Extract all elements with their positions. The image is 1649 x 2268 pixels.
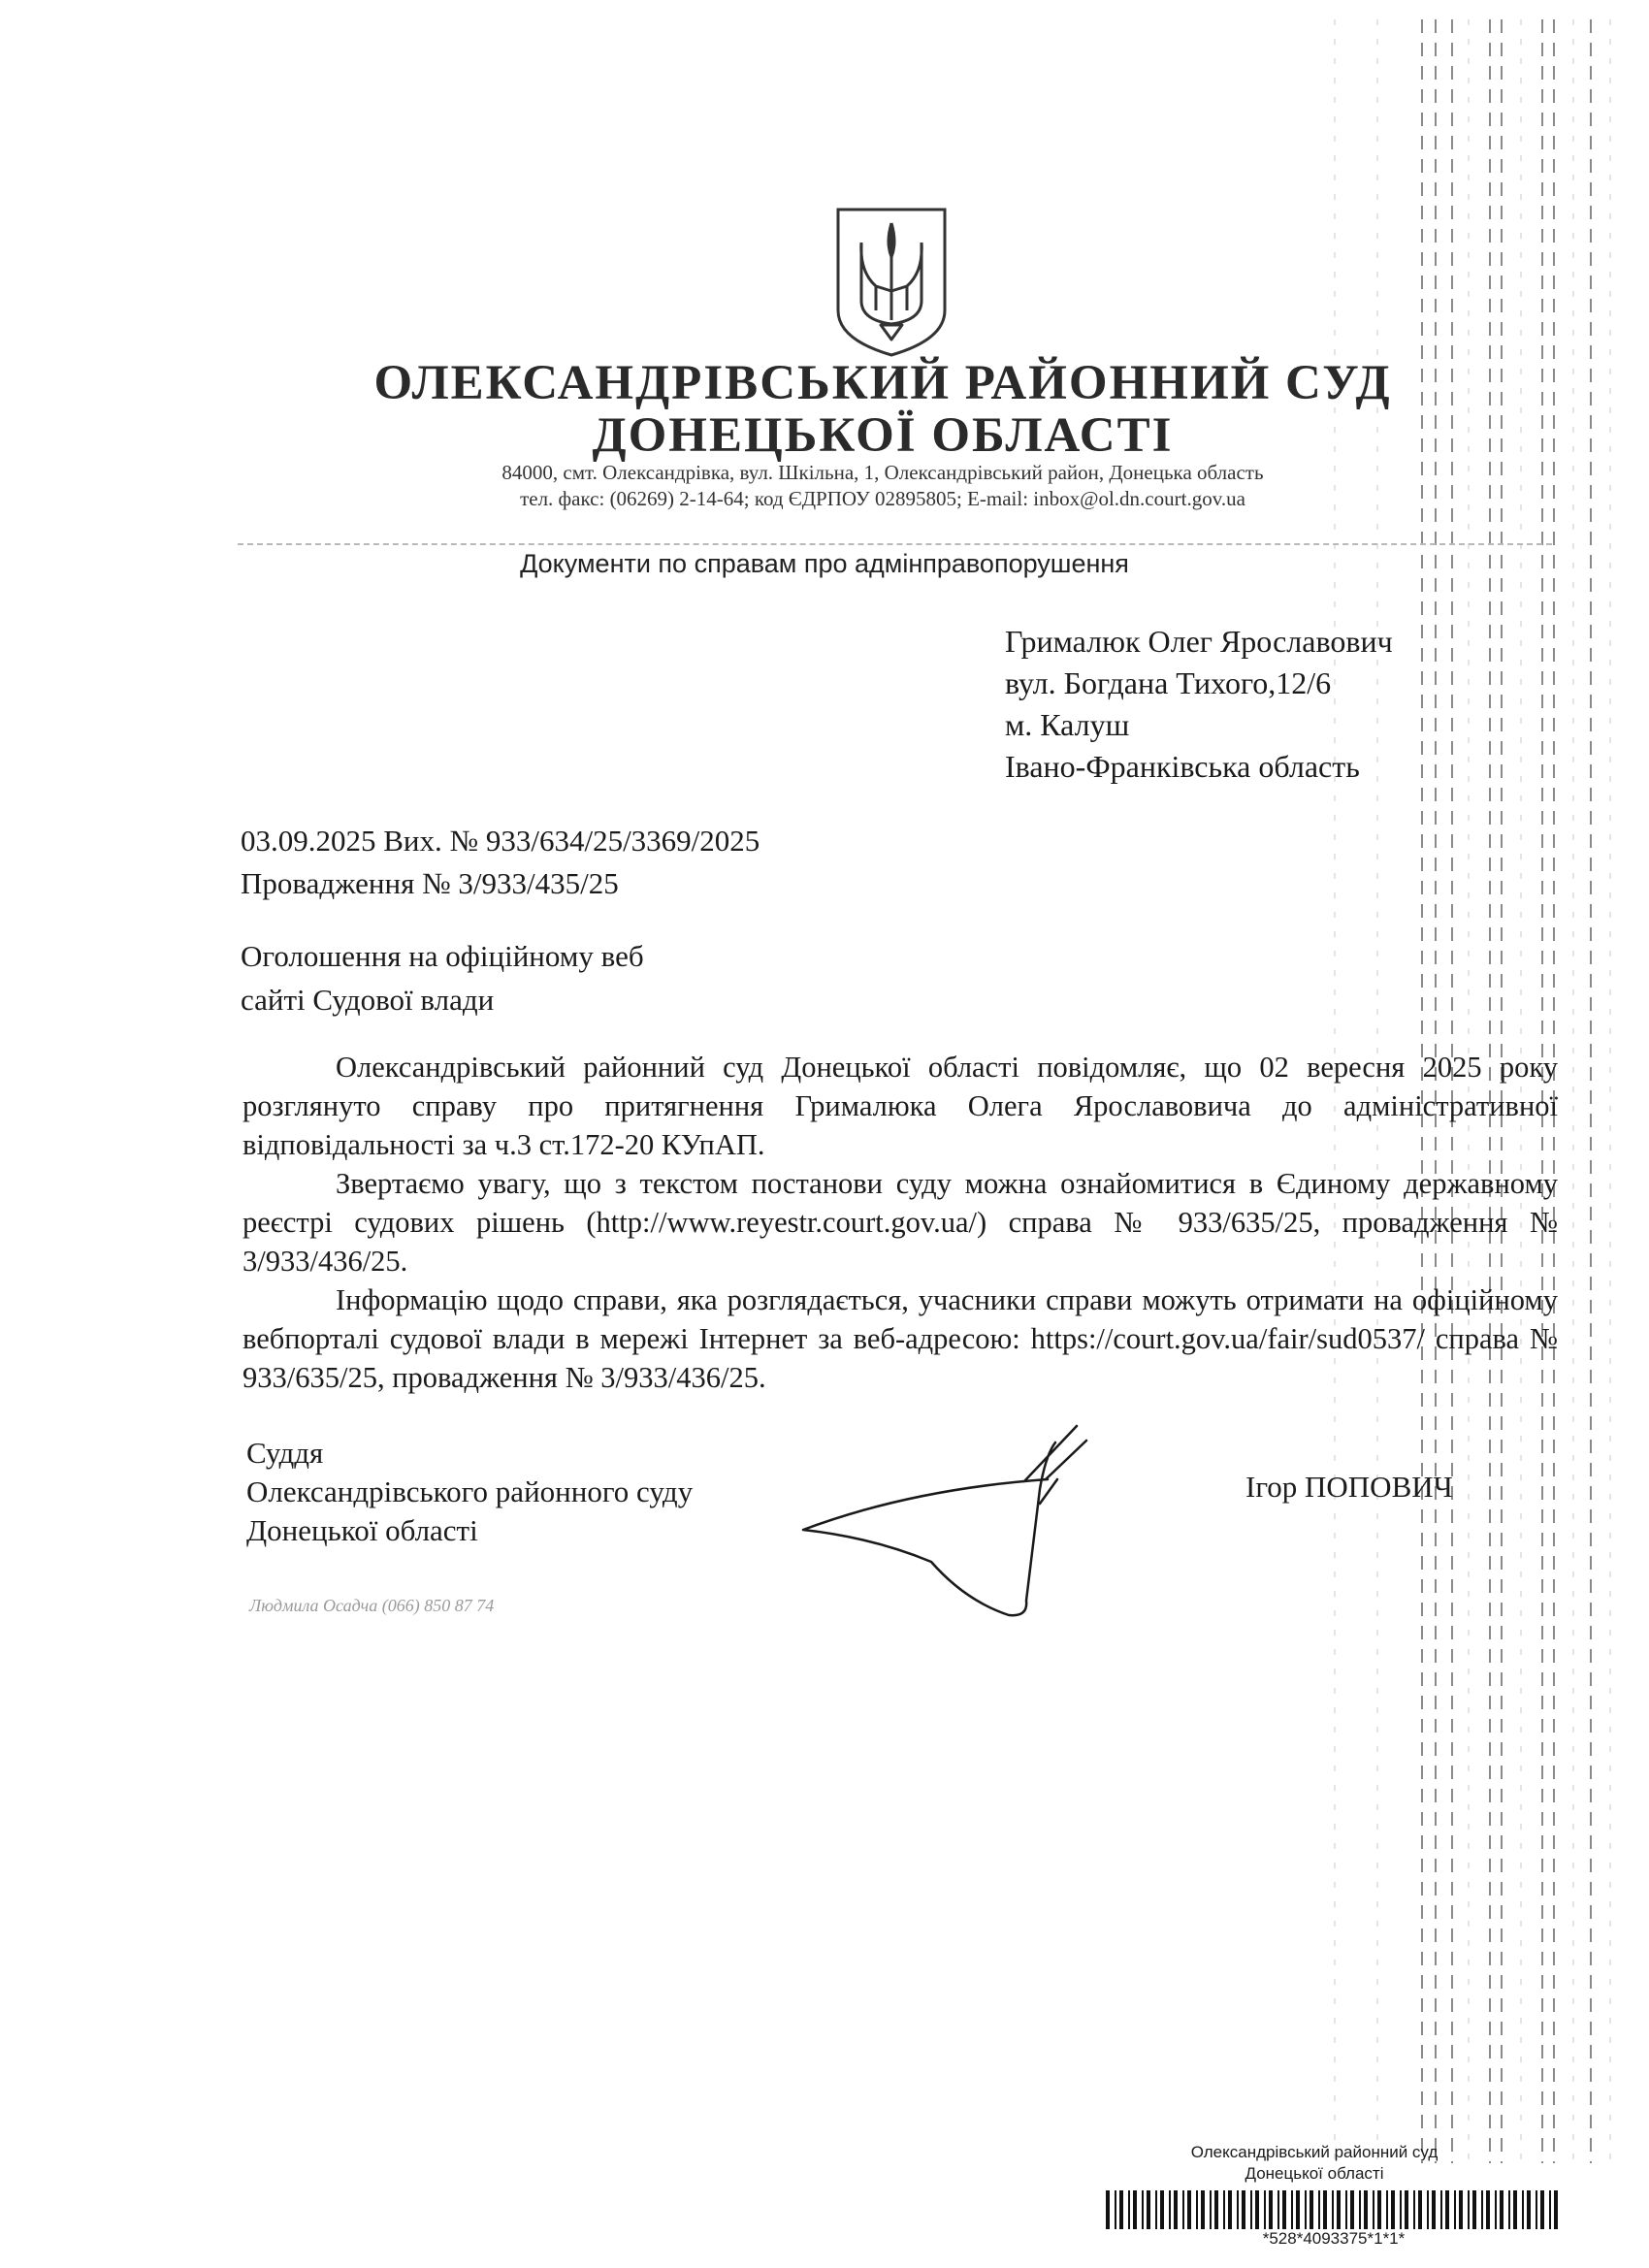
body-paragraph: Олександрівський районний суд Донецької області повідомляє, що 02 вересня 2025 року розглянуто справу про притягнення Грималюка Олега Ярославовича до адміністративної відповідальності за ч.3 ст.172-20 КУпАП. — [242, 1051, 1558, 1161]
signer-title: Суддя — [246, 1436, 324, 1470]
stamp-organization — [1154, 2142, 1474, 2185]
stamp-line1: Олександрівський районний суд — [1190, 2143, 1439, 2161]
handwritten-signature — [795, 1421, 1125, 1635]
reference-block — [241, 820, 760, 905]
recipient-name: Грималюк Олег Ярославович — [1005, 624, 1393, 659]
court-address: 84000, смт. Олександрівка, вул. Шкільна, 1, Олександрівський район, Донецька область — [501, 461, 1264, 484]
court-name-line2: ДОНЕЦЬКОЇ ОБЛАСТІ — [592, 408, 1174, 463]
document-type: Документи по справам про адмінправопорушення — [520, 549, 1129, 578]
judge-name: Ігор ПОПОВИЧ — [1245, 1470, 1453, 1504]
proceeding-number: Провадження № 3/933/435/25 — [241, 866, 619, 900]
notice-body — [242, 1048, 1558, 1397]
notice-title — [241, 934, 644, 1021]
outgoing-number: 03.09.2025 Вих. № 933/634/25/3369/2025 — [241, 824, 760, 858]
recipient-region: Івано-Франківська область — [1005, 749, 1360, 784]
recipient-city: м. Калуш — [1005, 707, 1130, 742]
header-divider — [238, 543, 1552, 545]
executor-contact: Людмила Осадча (066) 850 87 74 — [249, 1596, 495, 1615]
court-name-line1: ОЛЕКСАНДРІВСЬКИЙ РАЙОННИЙ СУД — [373, 356, 1392, 410]
signature-block — [246, 1434, 693, 1550]
signer-region: Донецької області — [246, 1513, 478, 1547]
barcode — [1106, 2190, 1562, 2229]
trident-icon — [832, 204, 951, 359]
recipient-block — [1005, 621, 1393, 788]
notice-title-line1: Оголошення на офіційному веб — [241, 939, 644, 973]
body-paragraph: Інформацію щодо справи, яка розглядається, учасники справи можуть отримати на офіційному вебпорталі судової влади в мережі Інтернет за веб-адресою: https://court.gov.ua/fair/sud0537/ справа № 933/635/25, провадження № 3/933/436/25. — [242, 1283, 1558, 1394]
signer-court: Олександрівського районного суду — [246, 1474, 694, 1508]
stamp-line2: Донецької області — [1245, 2164, 1384, 2183]
barcode-number: *528*4093375*1*1* — [1262, 2229, 1406, 2248]
court-contacts: тел. факс: (06269) 2-14-64; код ЄДРПОУ 02895805; E-mail: inbox@ol.dn.court.gov.ua — [520, 487, 1245, 510]
recipient-street: вул. Богдана Тихого,12/6 — [1005, 665, 1332, 700]
notice-title-line2: сайті Судової влади — [241, 983, 495, 1017]
body-paragraph: Звертаємо увагу, що з текстом постанови суду можна ознайомитися в Єдиному державному реєстрі судових рішень (http://www.reyestr.court.gov.ua/) справа № 933/635/25, провадження № 3/933/436/25. — [242, 1167, 1558, 1278]
